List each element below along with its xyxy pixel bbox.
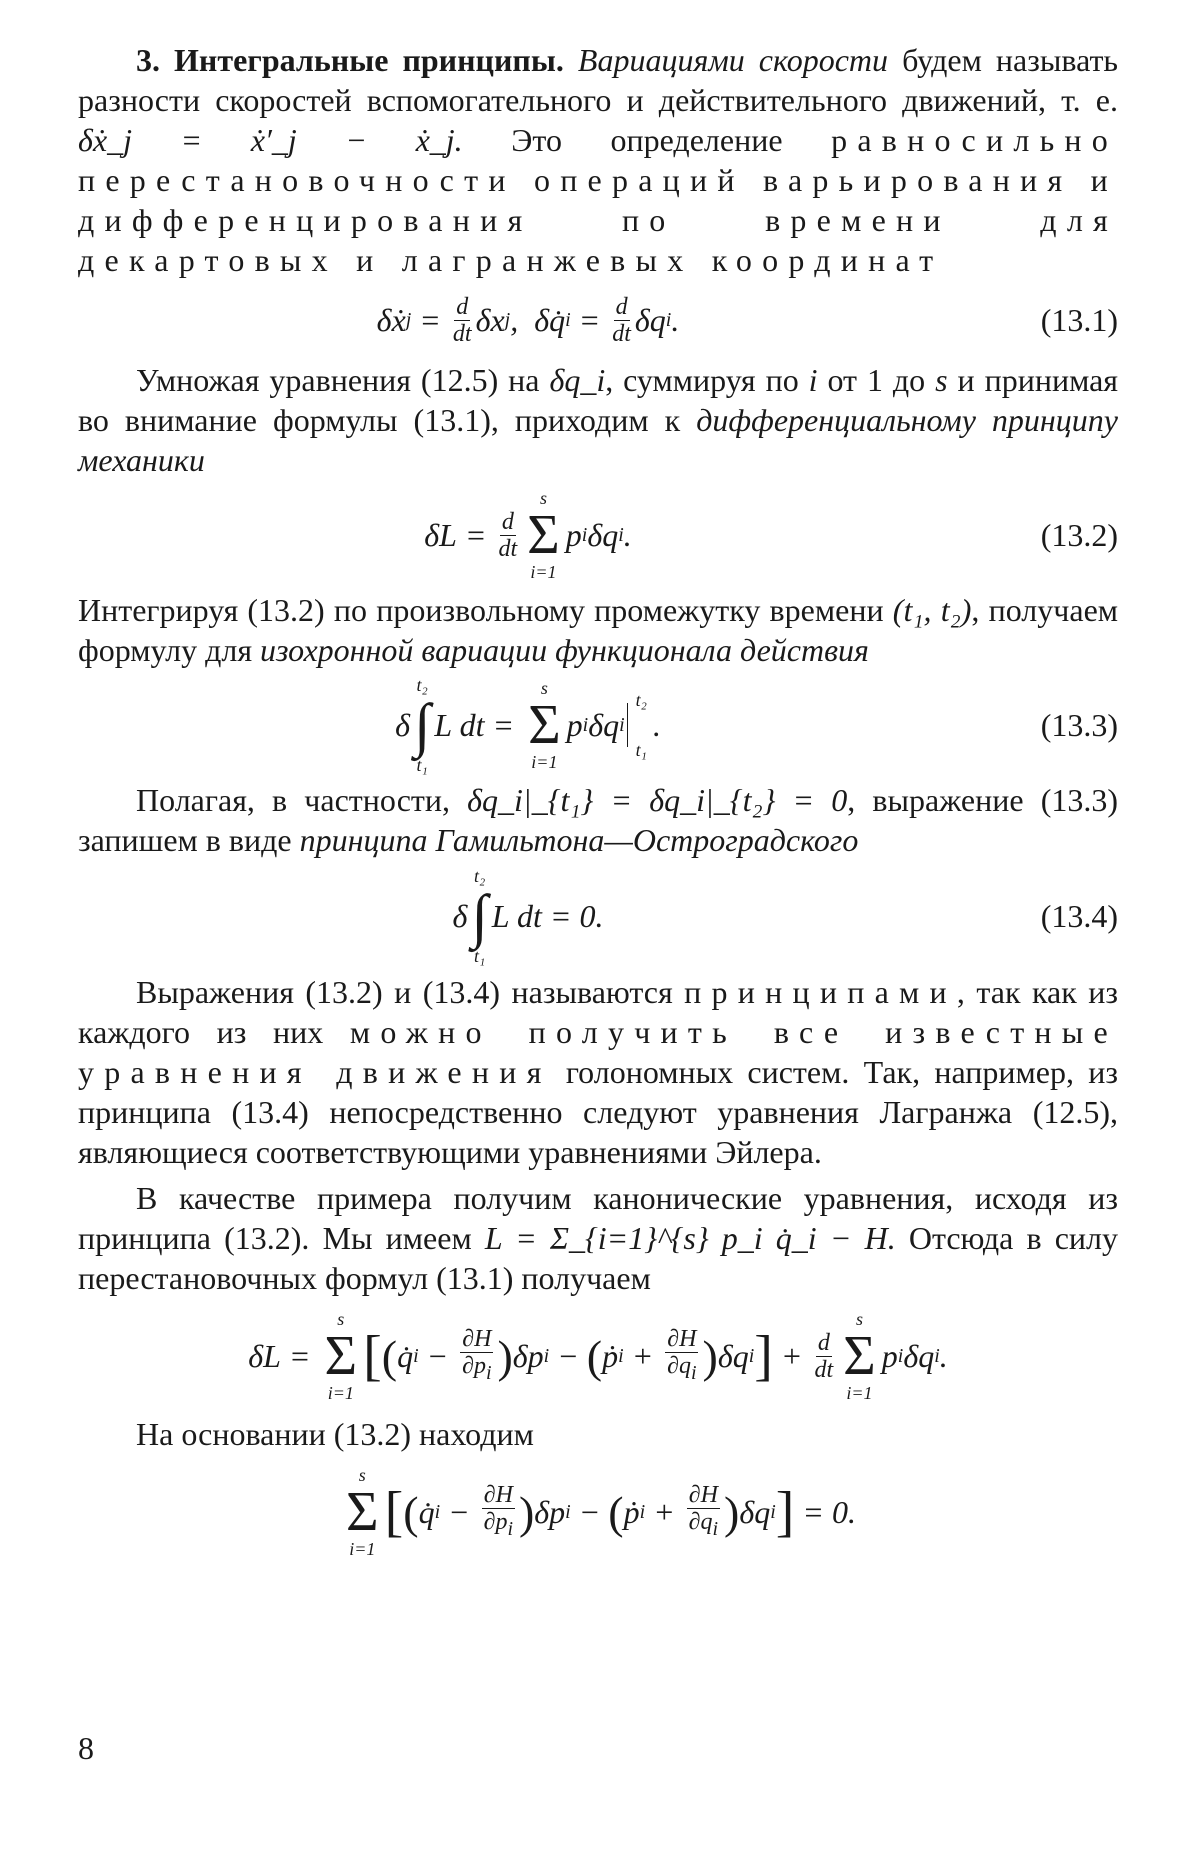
term-isochronous-variation: изохронной вариации функционала действия bbox=[260, 632, 869, 668]
spaced-emphasis: принципами bbox=[684, 974, 957, 1010]
paragraph-on-basis bbox=[78, 1414, 1118, 1454]
equation-delta-l-expanded bbox=[78, 1298, 1118, 1414]
section-heading: 3. Интегральные принципы. bbox=[136, 42, 564, 78]
paragraph-text: будем называть разности скоростей вспомогательного и действительного движений, т. е. bbox=[78, 42, 1119, 118]
equation-number: (13.2) bbox=[1040, 516, 1118, 553]
equation-13-2 bbox=[78, 480, 1118, 590]
equation-formula: δ t₂ ∫ t₁ L dt = s Σ i=1 p i δq i t₂ t₁ . bbox=[395, 675, 661, 775]
paragraph-text: На основании (13.2) находим bbox=[136, 1416, 534, 1452]
paragraph-text: , так как из каждого из них bbox=[78, 974, 1119, 1050]
paragraph-text: Полагая, в частности, bbox=[136, 782, 468, 818]
paragraph-text: Отсюда в силу перестановочных формул (13.1) получаем bbox=[78, 1220, 1119, 1296]
paragraph-isochronous-variation bbox=[78, 590, 1118, 670]
paragraph-principles bbox=[78, 972, 1118, 1172]
paragraph-canonical-example bbox=[78, 1178, 1118, 1298]
inline-math: δẋ_j = ẋ′_j − ẋ_j. bbox=[78, 122, 463, 158]
spaced-emphasis: равносильно перестановочности операций варьирования и дифференцирования по времени для декартовых и лагранжевых координат bbox=[78, 122, 1119, 278]
equation-number: (13.3) bbox=[1040, 706, 1118, 743]
equation-formula: s Σ i=1 [ ( q̇ i − $\frac{\partial H}{\partial p_i}$ ) δp i − ( ṗ i + $\frac{\partial H}{\partial q_i}$ ) δq i ] = 0. bbox=[346, 1465, 856, 1559]
paragraph-text: голономных систем. Так, например, из принципа (13.4) непосредственно следуют уравнения Лагранжа (12.5), являющиеся соответствующими уравнениями Эйлера. bbox=[78, 1054, 1119, 1170]
paragraph-text: , суммируя по bbox=[605, 362, 809, 398]
paragraph-text: Интегрируя (13.2) по произвольному промежутку времени bbox=[78, 592, 893, 628]
equation-formula: δL = $\frac{d}{dt}$ s Σ i=1 p i δq i . bbox=[424, 488, 632, 582]
equation-number: (13.4) bbox=[1040, 897, 1118, 934]
equation-number: (13.1) bbox=[1040, 301, 1118, 338]
inline-math: i bbox=[808, 362, 818, 398]
inline-math: (t₁, t₂) bbox=[892, 592, 972, 628]
equation-formula: δL = s Σ i=1 [ ( q̇ i − $\frac{\partial H}{\partial p_i}$ ) δp i − ( ṗ i + $\frac{\partial H}{\partial q_i}$ ) δq i ] + $\frac{d}{dt}$ s Σ i=1 p i δq i . bbox=[248, 1309, 948, 1403]
page-body bbox=[78, 40, 1118, 1570]
equation-13-4 bbox=[78, 860, 1118, 972]
paragraph-text: Это определение bbox=[462, 122, 832, 158]
paragraph-integral-principles bbox=[78, 40, 1118, 280]
page-number: 8 bbox=[78, 1730, 94, 1766]
paragraph-hamilton-principle bbox=[78, 780, 1118, 860]
paragraph-text: Выражения (13.2) и (13.4) называются bbox=[136, 974, 685, 1010]
term-hamilton-ostrogradsky: принципа Гамильтона—Остроградского bbox=[299, 822, 859, 858]
inline-math: δq_i|_{t₁} = δq_i|_{t₂} = 0 bbox=[467, 782, 848, 818]
term-velocity-variations: Вариациями скорости bbox=[577, 42, 889, 78]
equation-formula: δ t₂ ∫ t₁ L dt = 0. bbox=[452, 866, 604, 966]
equation-formula: δ ẋ j = $\frac{d}{dt}$ δx j , δq̇ i = $\frac{d}{dt}$ δq i . bbox=[376, 293, 680, 347]
paragraph-text: , получаем формулу для bbox=[78, 592, 1119, 668]
inline-math: s bbox=[935, 362, 948, 398]
equation-13-1 bbox=[78, 280, 1118, 360]
equation-canonical-zero bbox=[78, 1454, 1118, 1570]
spaced-emphasis: можно получить все известные уравнения движения bbox=[78, 1014, 1118, 1090]
inline-math: δq_i bbox=[549, 362, 606, 398]
paragraph-text: В качестве примера получим канонические уравнения, исходя из принципа (13.2). Мы имеем bbox=[78, 1180, 1118, 1256]
paragraph-differential-principle bbox=[78, 360, 1118, 480]
term-differential-principle: дифференциальному принципу механики bbox=[78, 402, 1119, 478]
paragraph-text: и принимая во внимание формулы (13.1), приходим к bbox=[78, 362, 1119, 438]
equation-13-3 bbox=[78, 670, 1118, 780]
paragraph-text: Умножая уравнения (12.5) на bbox=[136, 362, 550, 398]
paragraph-text: от 1 до bbox=[817, 362, 936, 398]
inline-math: L = Σ_{i=1}^{s} p_i q̇_i − H. bbox=[484, 1220, 896, 1256]
paragraph-text: , выражение (13.3) запишем в виде bbox=[78, 782, 1118, 858]
